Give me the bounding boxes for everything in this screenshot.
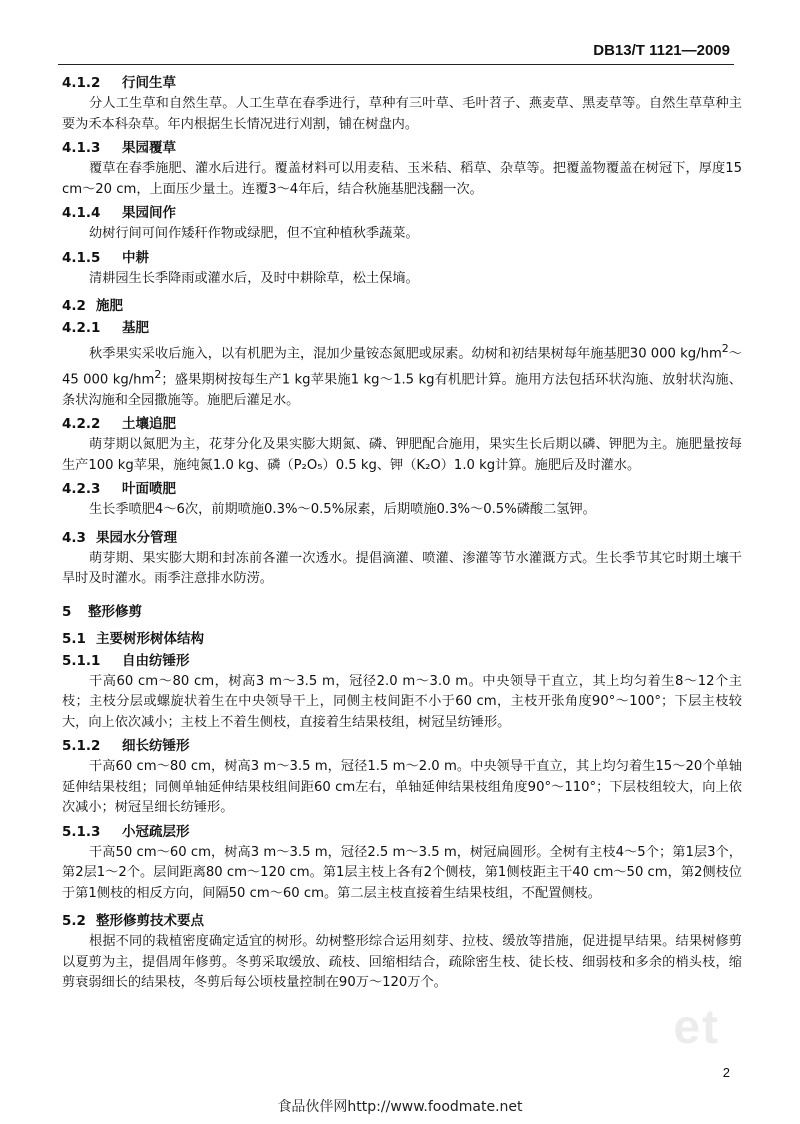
heading-number: 5 (62, 603, 72, 620)
heading-title: 果园水分管理 (96, 529, 177, 546)
heading-title: 中耕 (122, 249, 149, 266)
heading-number: 5.1.2 (62, 738, 101, 755)
superscript: 2 (154, 367, 162, 381)
heading-4-1-2 (62, 72, 742, 94)
paragraph: 萌芽期以氮肥为主，花芽分化及果实膨大期氮、磷、钾肥配合施用，果实生长后期以磷、钾肥为主。施肥量按每生产100 kg苹果，施纯氮1.0 kg、磷（P₂O₅）0.5 kg、钾（K₂O）1.0 kg计算。施肥后及时灌水。 (62, 437, 742, 473)
paragraph: 清耕园生长季降雨或灌水后，及时中耕除草，松土保墒。 (89, 270, 419, 286)
heading-number: 5.2 (62, 913, 86, 930)
heading-number: 4.2 (62, 298, 86, 314)
heading-title: 基肥 (122, 320, 149, 336)
heading-5-1-2 (62, 735, 742, 757)
heading-number: 4.1.3 (62, 140, 101, 156)
heading-4-2-1 (62, 317, 742, 339)
standard-code: DB13/T 1121—2009 (593, 42, 730, 59)
watermark-text: et (673, 1001, 720, 1054)
heading-title: 果园间作 (122, 205, 176, 221)
heading-4-1-4 (62, 202, 742, 224)
paragraph (62, 339, 742, 411)
paragraph: 干高60 cm～80 cm，树高3 m～3.5 m，冠径1.5 m～2.0 m。中央领导干直立，其上均匀着生15～20个单轴延伸结果枝组；同侧单轴延伸结果枝组间距60 cm左右，单轴延伸结果枝组角度90°～110°；下层枝组较大，向上依次减小；树冠呈细长纺锤形。 (62, 759, 742, 816)
heading-5-2 (62, 910, 742, 932)
header-rule (58, 64, 734, 65)
heading-title: 施肥 (96, 298, 123, 314)
paragraph: 萌芽期、果实膨大期和封冻前各灌一次透水。提倡滴灌、喷灌、渗灌等节水灌溉方式。生长季节其它时期土壤干旱时及时灌水。雨季注意排水防涝。 (62, 550, 742, 587)
paragraph: 覆草在春季施肥、灌水后进行。覆盖材料可以用麦秸、玉米秸、稻草、杂草等。把覆盖物覆盖在树冠下，厚度15 cm～20 cm，上面压少量土。连覆3～4年后，结合秋施基肥浅翻一次。 (62, 161, 742, 197)
heading-title: 主要树形树体结构 (96, 630, 204, 647)
heading-title: 果园覆草 (122, 140, 176, 156)
heading-number: 4.1.2 (62, 75, 101, 91)
heading-number: 5.1.3 (62, 823, 101, 840)
heading-number: 4.2.3 (62, 481, 101, 498)
heading-number: 4.3 (62, 529, 86, 546)
heading-4-1-5 (62, 247, 742, 269)
heading-number: 4.2.2 (62, 416, 101, 433)
paragraph-text: ；盛果期树按每生产1 kg苹果施1 kg～1.5 kg有机肥计算。施用方法包括环状沟施、放射状沟施、条状沟施和全园撒施等。施肥后灌足水。 (62, 372, 742, 408)
heading-title: 小冠疏层形 (122, 823, 190, 840)
heading-title: 行间生草 (122, 75, 176, 91)
paragraph: 分人工生草和自然生草。人工生草在春季进行，草种有三叶草、毛叶苕子、燕麦草、黑麦草等。自然生草草种主要为禾本科杂草。年内根据生长情况进行刈割，铺在树盘内。 (62, 96, 742, 132)
heading-title: 整形修剪技术要点 (96, 913, 204, 930)
heading-title: 细长纺锤形 (122, 738, 190, 755)
paragraph-text: 秋季果实采收后施入，以有机肥为主，混加少量铵态氮肥或尿素。幼树和初结果树每年施基肥30 000 kg/hm (89, 346, 722, 362)
heading-title: 土壤追肥 (122, 416, 176, 433)
heading-5-1-1 (62, 650, 742, 672)
heading-4-1-3 (62, 137, 742, 159)
heading-title: 叶面喷肥 (122, 481, 176, 498)
paragraph: 干高60 cm～80 cm，树高3 m～3.5 m，冠径2.0 m～3.0 m。中央领导干直立，其上均匀着生8～12个主枝；主枝分层或螺旋状着生在中央领导干上，同侧主枝间距不小于60 cm，主枝开张角度90°～100°；下层主枝较大，向上依次减小；主枝上不着生侧枝，直接着生结果枝组，树冠呈纺锤形。 (62, 673, 742, 730)
heading-number: 4.1.4 (62, 205, 101, 221)
paragraph: 根据不同的栽植密度确定适宜的树形。幼树整形综合运用刻芽、拉枝、缓放等措施，促进提早结果。结果树修剪以夏剪为主，提倡周年修剪。冬剪采取缓放、疏枝、回缩相结合，疏除密生枝、徒长枝、细弱枝和多余的梢头枝，缩剪衰弱细长的结果枝，冬剪后每公顷枝量控制在90万～120万个。 (62, 934, 742, 991)
paragraph: 幼树行间可间作矮秆作物或绿肥，但不宜种植秋季蔬菜。 (89, 226, 419, 241)
heading-5-1-3 (62, 821, 742, 843)
heading-title: 自由纺锤形 (122, 652, 190, 669)
paragraph: 干高50 cm～60 cm，树高3 m～3.5 m，冠径2.5 m～3.5 m，树冠扁圆形。全树有主枝4～5个；第1层3个，第2层1～2个。层间距离80 cm～120 cm。第1层主枝上各有2个侧枝，第1侧枝距主干40 cm～50 cm，第2侧枝位于第1侧枝的相反方向，间隔50 cm～60 cm。第二层主枝直接着生结果枝组，不配置侧枝。 (62, 844, 742, 901)
heading-4-2-3 (62, 478, 742, 500)
heading-number: 5.1.1 (62, 652, 101, 669)
body-content (62, 72, 742, 996)
heading-5 (62, 600, 742, 620)
heading-title: 整形修剪 (88, 603, 142, 620)
paragraph-text: ～45 000 kg/hm (62, 346, 742, 388)
heading-4-2-2 (62, 413, 742, 435)
heading-number: 4.2.1 (62, 320, 101, 336)
superscript: 2 (721, 342, 729, 355)
page-number: 2 (722, 1065, 730, 1080)
heading-5-1 (62, 628, 742, 650)
heading-number: 4.1.5 (62, 249, 101, 266)
heading-4-3 (62, 527, 742, 549)
paragraph: 生长季喷肥4～6次，前期喷施0.3%～0.5%尿素，后期喷施0.3%～0.5%磷酸二氢钾。 (89, 502, 596, 518)
heading-number: 5.1 (62, 630, 86, 647)
footer-source: 食品伙伴网http://www.foodmate.net (277, 1099, 523, 1115)
heading-4-2 (62, 295, 742, 317)
